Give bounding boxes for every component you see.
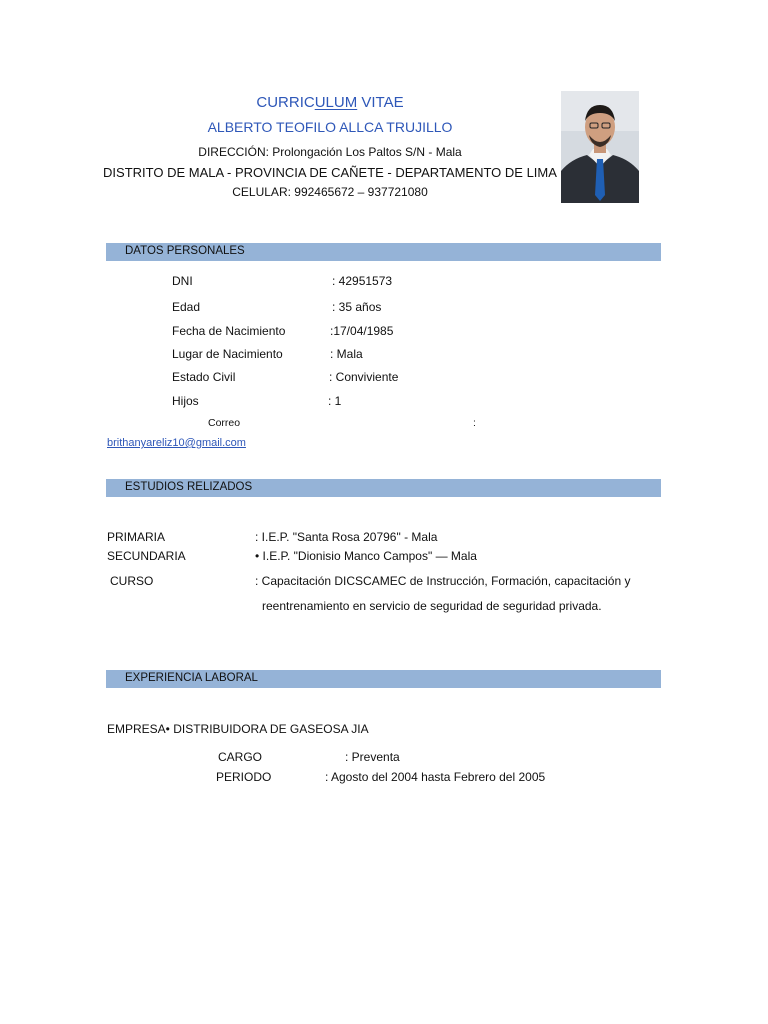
portrait-illustration: [561, 91, 639, 203]
civil-status-value: : Conviviente: [329, 370, 399, 384]
document-title: [200, 94, 460, 111]
address-line-1: DIRECCIÓN: Prolongación Los Paltos S/N - Mala: [198, 145, 462, 159]
company-line: EMPRESA• DISTRIBUIDORA DE GASEOSA JIA: [107, 722, 369, 736]
birth-place-label: Lugar de Nacimiento: [172, 347, 283, 361]
age-label: Edad: [172, 300, 201, 314]
person-name: ALBERTO TEOFILO ALLCA TRUJILLO: [207, 119, 453, 135]
birth-date-label: Fecha de Nacimiento: [172, 324, 286, 338]
title-underlined: ULUM: [314, 94, 358, 111]
address-line-2: DISTRITO DE MALA - PROVINCIA DE CAÑETE - DEPARTAMENTO DE LIMA: [103, 165, 557, 180]
course-value-line1: : Capacitación DICSCAMEC de Instrucción, Formación, capacitación y: [255, 574, 631, 588]
children-label: Hijos: [172, 394, 199, 408]
title-suffix: VITAE: [357, 94, 404, 111]
secondary-value: • I.E.P. "Dionisio Manco Campos" — Mala: [255, 549, 477, 563]
email-label: Correo: [208, 417, 241, 429]
civil-status-label: Estado Civil: [172, 370, 236, 384]
email-colon: :: [473, 417, 476, 429]
section-bar-experience: [106, 670, 661, 688]
section-title-studies: ESTUDIOS RELIZADOS: [125, 481, 253, 493]
secondary-label: SECUNDARIA: [107, 549, 186, 563]
section-bar-personal: [106, 243, 661, 261]
period-value: : Agosto del 2004 hasta Febrero del 2005: [325, 770, 546, 784]
dni-value: : 42951573: [332, 274, 393, 288]
section-title-experience: EXPERIENCIA LABORAL: [125, 672, 258, 684]
section-bar-studies: [106, 479, 661, 497]
profile-photo: [561, 91, 639, 203]
age-value: : 35 años: [332, 300, 382, 314]
section-title-personal: DATOS PERSONALES: [125, 245, 245, 257]
children-value: : 1: [328, 394, 342, 408]
title-prefix: CURRIC: [256, 94, 315, 111]
role-value: : Preventa: [345, 750, 400, 764]
birth-date-value: :17/04/1985: [330, 324, 394, 338]
phone-line: CELULAR: 992465672 – 937721080: [232, 185, 428, 199]
course-label: CURSO: [110, 574, 154, 588]
role-label: CARGO: [218, 750, 263, 764]
course-value-line2: reentrenamiento en servicio de seguridad de seguridad privada.: [262, 599, 602, 613]
email-link[interactable]: brithanyareliz10@gmail.com: [107, 437, 246, 449]
primary-label: PRIMARIA: [107, 530, 166, 544]
birth-place-value: : Mala: [330, 347, 363, 361]
primary-value: : I.E.P. "Santa Rosa 20796" - Mala: [255, 530, 438, 544]
period-label: PERIODO: [216, 770, 272, 784]
dni-label: DNI: [172, 274, 193, 288]
